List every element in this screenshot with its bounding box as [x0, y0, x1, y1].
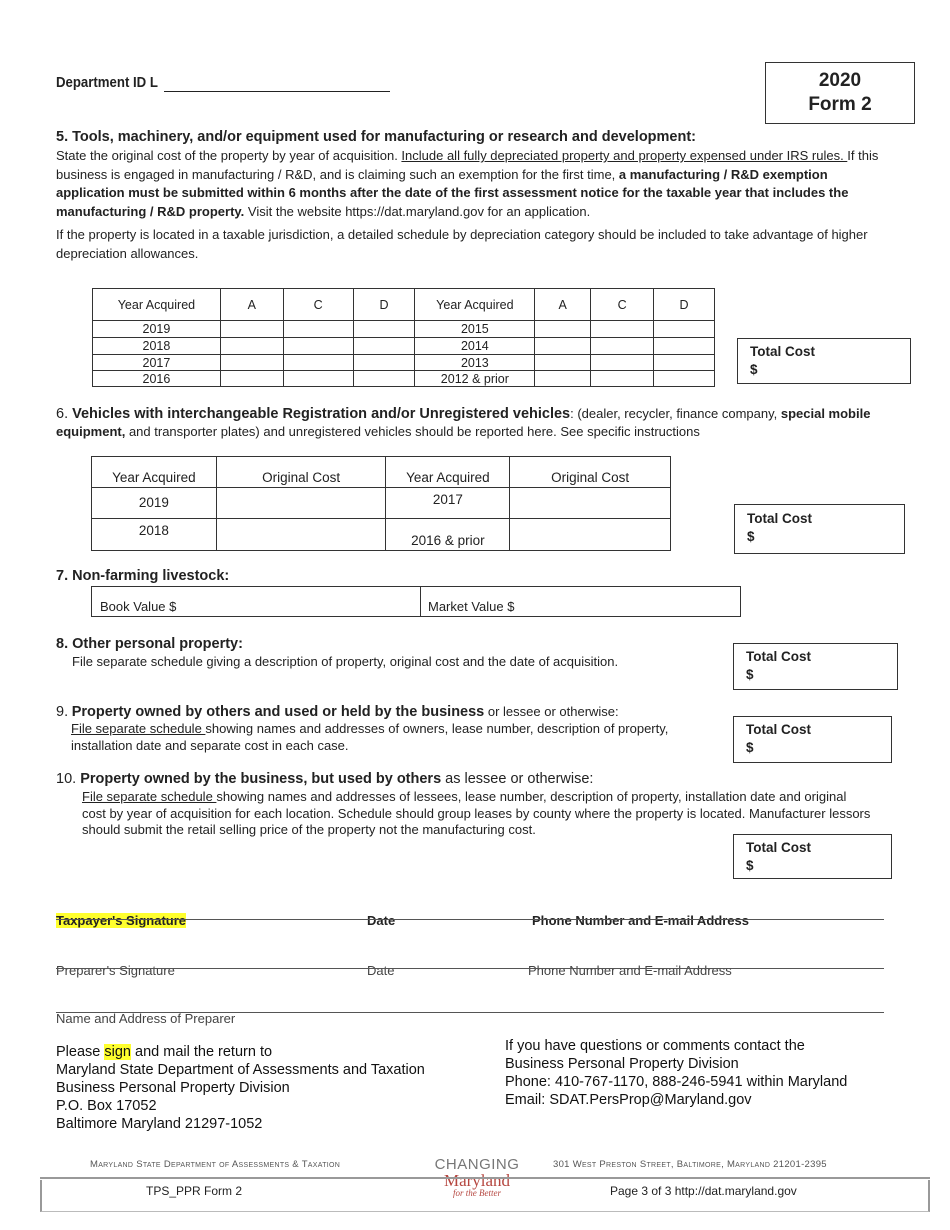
year-cell: 2013 — [415, 355, 535, 371]
col-c: C — [591, 289, 654, 321]
cost-cell[interactable] — [510, 519, 671, 551]
table-row — [93, 338, 715, 355]
cost-cell[interactable] — [535, 338, 591, 355]
market-value-field[interactable]: Market Value $ — [428, 599, 515, 614]
taxpayer-phone-label: Phone Number and E-mail Address — [532, 913, 749, 928]
cost-cell[interactable] — [220, 338, 283, 355]
cost-cell[interactable] — [283, 355, 353, 371]
year-cell: 2012 & prior — [415, 371, 535, 387]
footer-rule — [40, 1177, 930, 1179]
logo-changing: CHANGING — [434, 1156, 520, 1173]
footer-page: Page 3 of 3 http://dat.maryland.gov — [610, 1184, 797, 1198]
col-year-acquired: Year Acquired — [92, 457, 217, 488]
total-cost-box-5[interactable] — [737, 338, 911, 384]
year-cell: 2017 — [386, 488, 510, 519]
cost-cell[interactable] — [220, 355, 283, 371]
table-row — [93, 321, 715, 338]
total-cost-box-6[interactable] — [734, 504, 905, 554]
currency-symbol: $ — [750, 362, 758, 377]
cost-cell[interactable] — [353, 321, 415, 338]
cost-cell[interactable] — [654, 371, 715, 387]
taxpayer-signature-label: Taxpayer's Signature — [56, 913, 187, 928]
section-6-table — [91, 456, 671, 551]
col-year-acquired: Year Acquired — [415, 289, 535, 321]
livestock-row — [91, 586, 741, 617]
section-9-title: 9. Property owned by others and used or held by the business or lessee or otherwise: — [56, 704, 619, 720]
cost-cell[interactable] — [353, 355, 415, 371]
currency-symbol: $ — [746, 858, 754, 873]
taxpayer-signature-line[interactable] — [56, 919, 884, 920]
total-cost-label: Total Cost — [746, 649, 811, 664]
total-cost-box-9[interactable] — [733, 716, 892, 763]
year-cell: 2017 — [93, 355, 221, 371]
col-original-cost: Original Cost — [510, 457, 671, 488]
col-d: D — [353, 289, 415, 321]
cost-cell[interactable] — [654, 321, 715, 338]
section-6-paragraph: 6. Vehicles with interchangeable Registration and/or Unregistered vehicles: (dealer, recycler, finance company, special mobile equipment, and transporter plates) and unregistered vehicles should be reported here. See specific instructions — [56, 406, 871, 439]
taxpayer-date-label: Date — [367, 913, 396, 928]
form-year-box — [765, 62, 915, 124]
total-cost-box-8[interactable] — [733, 643, 898, 690]
table-row — [92, 519, 671, 551]
total-cost-label: Total Cost — [746, 722, 811, 737]
section-10-title: 10. Property owned by the business, but used by others as lessee or otherwise: — [56, 771, 594, 787]
footer-form-id: TPS_PPR Form 2 — [146, 1184, 243, 1198]
cost-cell[interactable] — [591, 355, 654, 371]
total-cost-label: Total Cost — [746, 840, 811, 855]
cost-cell[interactable] — [510, 488, 671, 519]
year-cell: 2014 — [415, 338, 535, 355]
col-c: C — [283, 289, 353, 321]
section-5-table — [92, 288, 715, 387]
col-a: A — [220, 289, 283, 321]
section-9-text: File separate schedule showing names and addresses of owners, lease number, description of property, installation date and separate cost in each case. — [71, 721, 669, 753]
cost-cell[interactable] — [216, 519, 386, 551]
sign-highlight: sign — [104, 1044, 131, 1060]
currency-symbol: $ — [746, 740, 754, 755]
section-7-title: 7. Non-farming livestock: — [56, 568, 230, 584]
col-d: D — [654, 289, 715, 321]
cost-cell[interactable] — [591, 338, 654, 355]
total-cost-label: Total Cost — [750, 344, 815, 359]
cost-cell[interactable] — [591, 371, 654, 387]
footer-address: 301 West Preston Street, Baltimore, Maryland 21201-2395 — [553, 1159, 827, 1170]
mail-address-block: Please sign and mail the return to Maryland State Department of Assessments and Taxation Business Personal Property Division P.O. Box 17052 Baltimore Maryland 21297-1052 — [56, 1044, 425, 1132]
logo-maryland: Maryland — [443, 1171, 511, 1190]
col-year-acquired: Year Acquired — [93, 289, 221, 321]
section-5-title: 5. Tools, machinery, and/or equipment used for manufacturing or research and development: — [56, 129, 697, 145]
book-value-field[interactable]: Book Value $ — [100, 599, 177, 614]
section-5-paragraph: State the original cost of the property by year of acquisition. Include all fully depreciated property and property expensed under IRS rules. If this business is engaged in manufacturing / R&D, and is claiming such an exemption for the first time, a manufacturing / R&D exemption application must be submitted within 6 months after the date of the first assessment notice for the taxable year that includes the manufacturing / R&D property. Visit the website https://dat.maryland.gov for an application. — [56, 148, 879, 219]
year-cell: 2018 — [93, 338, 221, 355]
year-cell: 2016 & prior — [386, 519, 510, 551]
year-cell: 2016 — [93, 371, 221, 387]
logo-tagline: for the Better — [453, 1188, 501, 1198]
form-number: Form 2 — [808, 94, 872, 115]
total-cost-label: Total Cost — [747, 511, 812, 526]
preparer-phone-label: Phone Number and E-mail Address — [528, 963, 732, 978]
cost-cell[interactable] — [220, 321, 283, 338]
footer-agency: Maryland State Department of Assessments & Taxation — [90, 1159, 341, 1170]
currency-symbol: $ — [746, 667, 754, 682]
col-year-acquired: Year Acquired — [386, 457, 510, 488]
cost-cell[interactable] — [535, 355, 591, 371]
cost-cell[interactable] — [654, 355, 715, 371]
section-8-title: 8. Other personal property: — [56, 636, 243, 652]
col-a: A — [535, 289, 591, 321]
year-cell: 2015 — [415, 321, 535, 338]
livestock-divider — [420, 586, 421, 617]
year-cell: 2019 — [92, 488, 217, 519]
table-row — [93, 371, 715, 387]
cost-cell[interactable] — [283, 321, 353, 338]
section-8-text: File separate schedule giving a description of property, original cost and the date of acquisition. — [72, 654, 619, 669]
cost-cell[interactable] — [353, 371, 415, 387]
cost-cell[interactable] — [283, 338, 353, 355]
total-cost-box-10[interactable] — [733, 834, 892, 879]
department-id-label: Department ID L — [56, 74, 158, 91]
cost-cell[interactable] — [535, 321, 591, 338]
cost-cell[interactable] — [353, 338, 415, 355]
table-row — [92, 488, 671, 519]
cost-cell[interactable] — [591, 321, 654, 338]
preparer-date-label: Date — [367, 963, 395, 978]
cost-cell[interactable] — [535, 371, 591, 387]
preparer-name-label: Name and Address of Preparer — [56, 1011, 236, 1026]
year-cell: 2019 — [93, 321, 221, 338]
section-10-text: File separate schedule showing names and addresses of lessees, lease number, description of property, installation date and original cost by year of acquisition for each location. Schedule should group leases by county where the property is located. Manufacturer lessors should submit the retail selling price of the property not the manufacturing cost. — [82, 789, 871, 837]
year-cell: 2018 — [92, 519, 217, 551]
preparer-signature-label: Preparer's Signature — [56, 963, 175, 978]
cost-cell[interactable] — [283, 371, 353, 387]
currency-symbol: $ — [747, 529, 755, 544]
col-original-cost: Original Cost — [216, 457, 386, 488]
cost-cell[interactable] — [216, 488, 386, 519]
department-id-field[interactable] — [164, 91, 390, 92]
preparer-signature-line[interactable] — [56, 968, 884, 969]
section-5-depreciation-note: If the property is located in a taxable jurisdiction, a detailed schedule by depreciation category should be included to take advantage of higher depreciation allowances. — [56, 227, 868, 261]
cost-cell[interactable] — [654, 338, 715, 355]
form-year: 2020 — [818, 70, 862, 91]
contact-block: If you have questions or comments contact the Business Personal Property Division Phone: 410-767-1170, 888-246-5941 within Maryland Email: SDAT.PersProp@Maryland.gov — [505, 1038, 848, 1108]
table-row — [93, 355, 715, 371]
cost-cell[interactable] — [220, 371, 283, 387]
